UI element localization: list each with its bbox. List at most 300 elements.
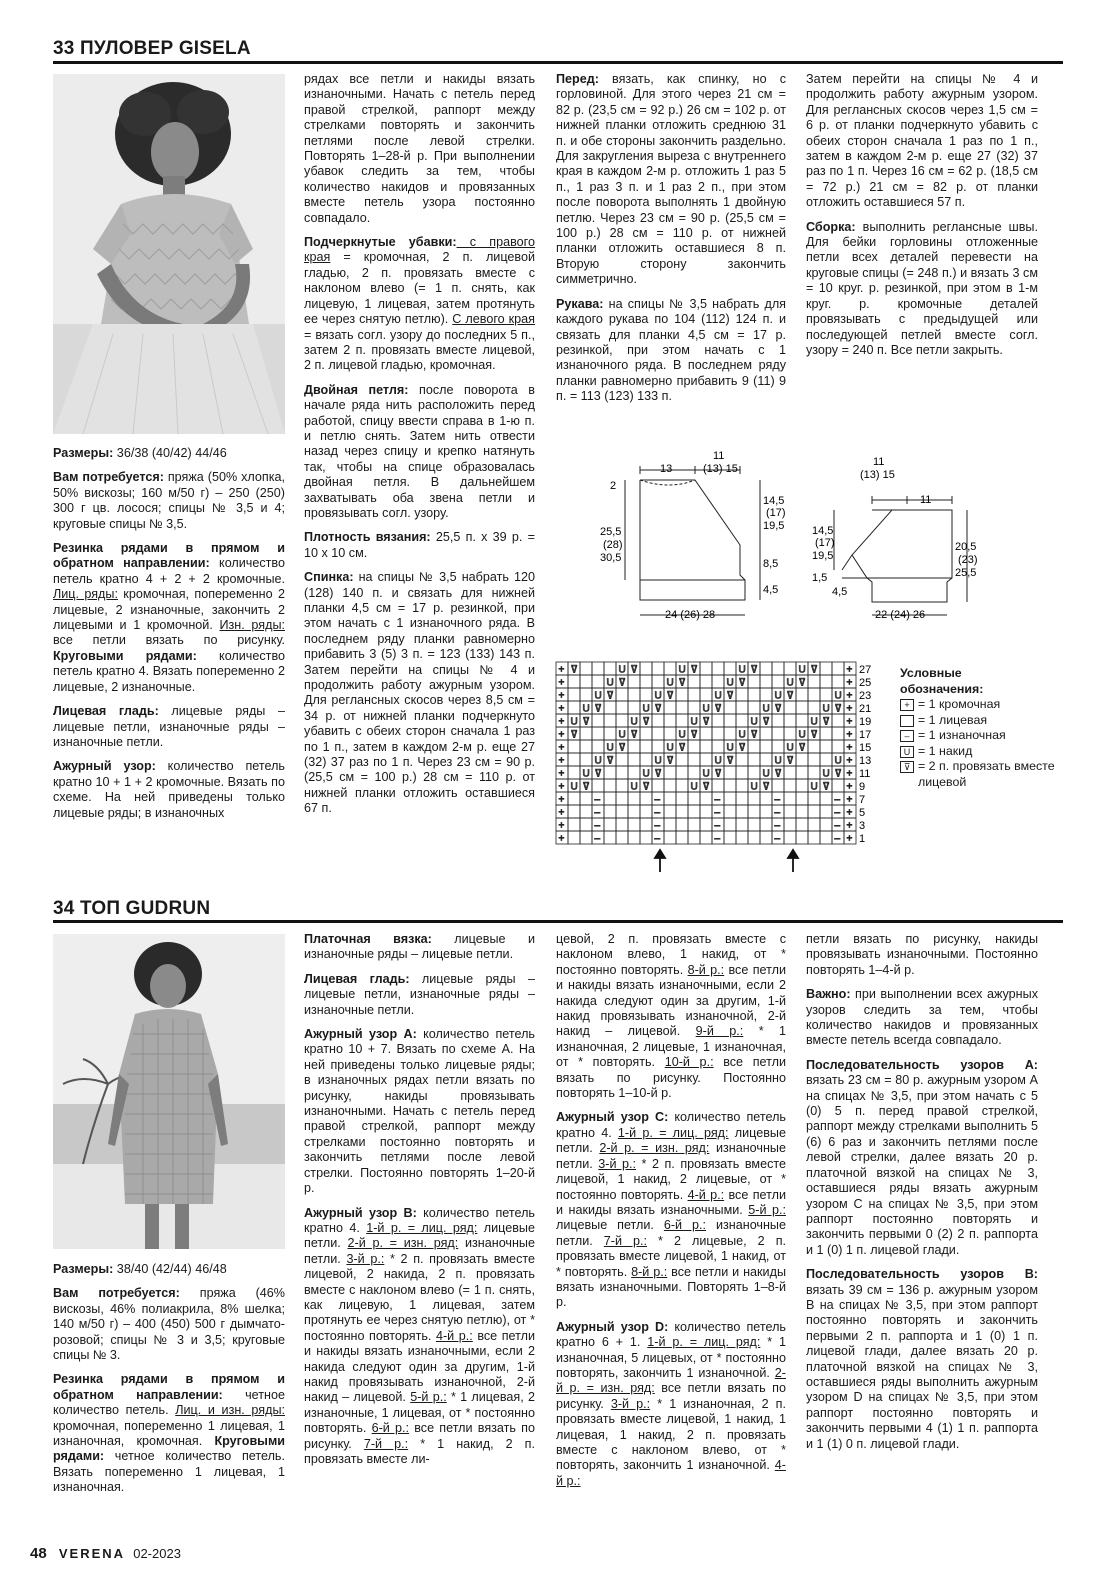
- chart-cell: [568, 818, 580, 831]
- chart-row-label: 21: [859, 703, 872, 715]
- chart-cell: [796, 805, 808, 818]
- dim-left-1: 14,5: [812, 525, 834, 537]
- chart-cell: [688, 831, 700, 844]
- chart-cell: [568, 740, 580, 753]
- chart-cell: [772, 727, 784, 740]
- chart-symbol: ⊽: [690, 664, 698, 676]
- purl-stitch-icon: –: [900, 730, 914, 742]
- chart-cell: [604, 701, 616, 714]
- chart-cell: [784, 727, 796, 740]
- chart-symbol: ⊽: [810, 664, 818, 676]
- chart-cell: [820, 740, 832, 753]
- chart-cell: [628, 805, 640, 818]
- chart-symbol: ⊽: [666, 755, 674, 767]
- chart-symbol: ⊽: [630, 729, 638, 741]
- chart-symbol: U: [582, 703, 590, 715]
- chart-cell: [808, 766, 820, 779]
- chart-cell: [724, 792, 736, 805]
- chart-cell: [820, 831, 832, 844]
- s33-column-2: [304, 72, 535, 826]
- chart-cell: [700, 662, 712, 675]
- chart-symbol: U: [666, 677, 674, 689]
- chart-cell: [676, 779, 688, 792]
- chart-symbol: U: [606, 677, 614, 689]
- chart-cell: [760, 727, 772, 740]
- chart-row-label: 19: [859, 716, 872, 728]
- chart-cell: [736, 701, 748, 714]
- chart-cell: [604, 831, 616, 844]
- chart-row-label: 9: [859, 781, 866, 793]
- chart-symbol: ⊽: [570, 664, 578, 676]
- chart-symbol: –: [654, 794, 661, 806]
- chart-cell: [832, 714, 844, 727]
- chart-cell: [664, 805, 676, 818]
- chart-cell: [616, 831, 628, 844]
- chart-cell: [820, 753, 832, 766]
- chart-cell: [700, 831, 712, 844]
- chart-symbol: ⊽: [594, 703, 602, 715]
- chart-cell: [568, 792, 580, 805]
- chart-cell: [688, 688, 700, 701]
- chart-cell: [568, 675, 580, 688]
- chart-cell: [700, 688, 712, 701]
- chart-symbol: ⊽: [798, 742, 806, 754]
- chart-cell: [664, 831, 676, 844]
- chart-cell: [676, 688, 688, 701]
- paragraph: Резинка рядами в прямом и обратном направлении: количество петель кратно 4 + 2 + 2 кромочные. Лиц. ряды: кромочная, попеременно 2 лицевые, 2 изнаночные, закончить 2 лицевыми и 1 кромочной. Изн. ряды: все петли вязать по рисунку. Круговыми рядами: количество петель кратно 4. Вязать попеременно 2 лицевые, 2 изнаночные.: [53, 541, 285, 694]
- chart-symbol: +: [558, 820, 565, 832]
- chart-symbol: ⊽: [690, 729, 698, 741]
- chart-cell: [820, 688, 832, 701]
- chart-cell: [808, 740, 820, 753]
- chart-symbol: U: [642, 703, 650, 715]
- chart-symbol: +: [846, 833, 853, 845]
- chart-cell: [640, 727, 652, 740]
- paragraph: Перед: вязать, как спинку, но с горловиной. Для этого через 21 см = 82 р. (23,5 см = 92 р.) 26 см = 102 р. от нижней планки отложить среднюю 31 п. и обе стороны закончить раздельно. Для закругления выреза с внутреннего края в каждом 2-м р. отложить 1 раз 5 п., 1 раз 3 п. и 1 раз 2 п., при этом после поворота выполнять 1 двойную петлю. Через 23 см = 90 р. (25,5 см = 100 р.) 28 см = 110 р. от нижней планки отложить оставшиеся 8 п. Вторую сторону закончить симметрично.: [556, 72, 786, 287]
- issue-number: 02-2023: [133, 1546, 181, 1561]
- chart-cell: [676, 766, 688, 779]
- chart-symbol: U: [726, 742, 734, 754]
- chart-cell: [724, 831, 736, 844]
- chart-cell: [736, 818, 748, 831]
- chart-cell: [808, 818, 820, 831]
- chart-cell: [640, 688, 652, 701]
- chart-cell: [820, 805, 832, 818]
- chart-cell: [580, 688, 592, 701]
- chart-cell: [724, 701, 736, 714]
- chart-symbol: ⊽: [582, 716, 590, 728]
- chart-cell: [580, 740, 592, 753]
- s33-column-4: [806, 72, 1038, 367]
- chart-cell: [580, 727, 592, 740]
- chart-symbol: +: [846, 768, 853, 780]
- chart-cell: [772, 740, 784, 753]
- chart-cell: [604, 805, 616, 818]
- chart-symbol: ⊽: [750, 729, 758, 741]
- chart-cell: [676, 818, 688, 831]
- dim-right-3: 25,5: [955, 567, 977, 579]
- chart-cell: [568, 701, 580, 714]
- chart-symbol: ⊽: [618, 677, 626, 689]
- chart-cell: [724, 714, 736, 727]
- chart-symbol: ⊽: [678, 742, 686, 754]
- legend-item: = 1 лицевая: [900, 713, 1058, 729]
- chart-cell: [676, 701, 688, 714]
- dim-left-2: (17): [815, 537, 835, 549]
- chart-cell: [748, 701, 760, 714]
- chart-cell: [568, 805, 580, 818]
- chart-cell: [736, 714, 748, 727]
- paragraph: Вам потребуется: пряжа (46% вискозы, 46% полиакрила, 8% шелка; 140 м/50 г) – 400 (450) 500 г дымчато-розовой; спицы № 3 и 3,5; круговые спицы № 3.: [53, 1286, 286, 1363]
- chart-symbol: U: [834, 755, 842, 767]
- chart-cell: [616, 818, 628, 831]
- knit-stitch-icon: [900, 715, 914, 727]
- chart-cell: [664, 727, 676, 740]
- chart-symbol: U: [630, 716, 638, 728]
- chart-symbol: +: [558, 794, 565, 806]
- chart-row-label: 17: [859, 729, 872, 741]
- chart-cell: [748, 805, 760, 818]
- section-rule: [53, 61, 1063, 64]
- chart-cell: [616, 766, 628, 779]
- model-photo-top: [53, 934, 285, 1249]
- chart-symbol: U: [594, 755, 602, 767]
- legend-title: Условные: [900, 666, 962, 680]
- dim-left-2: 2: [610, 480, 617, 492]
- chart-cell: [676, 753, 688, 766]
- chart-symbol: U: [702, 703, 710, 715]
- chart-row-label: 1: [859, 833, 866, 845]
- chart-cell: [652, 779, 664, 792]
- chart-cell: [580, 805, 592, 818]
- chart-symbol: U: [810, 781, 818, 793]
- chart-symbol: +: [846, 781, 853, 793]
- chart-row-label: 13: [859, 755, 872, 767]
- paragraph: петли вязать по рисунку, накиды провязывать изнаночными. Постоянно повторять 1–4-й р.: [806, 932, 1038, 977]
- chart-symbol: –: [774, 820, 781, 832]
- chart-cell: [676, 831, 688, 844]
- chart-cell: [700, 792, 712, 805]
- chart-symbol: U: [750, 716, 758, 728]
- chart-symbol: –: [774, 833, 781, 845]
- chart-cell: [748, 766, 760, 779]
- chart-cell: [712, 727, 724, 740]
- chart-cell: [820, 727, 832, 740]
- chart-cell: [784, 714, 796, 727]
- chart-cell: [664, 818, 676, 831]
- chart-symbol: ⊽: [606, 690, 614, 702]
- chart-symbol: ⊽: [726, 755, 734, 767]
- chart-cell: [628, 766, 640, 779]
- chart-cell: [580, 818, 592, 831]
- chart-cell: [724, 766, 736, 779]
- chart-symbol: +: [558, 690, 565, 702]
- chart-cell: [784, 766, 796, 779]
- chart-cell: [616, 688, 628, 701]
- chart-cell: [628, 675, 640, 688]
- chart-cell: [712, 714, 724, 727]
- chart-cell: [712, 662, 724, 675]
- chart-cell: [760, 831, 772, 844]
- chart-symbol: +: [558, 755, 565, 767]
- chart-cell: [784, 701, 796, 714]
- chart-symbol: ⊽: [738, 742, 746, 754]
- chart-cell: [604, 818, 616, 831]
- chart-cell: [652, 727, 664, 740]
- chart-symbol: U: [678, 729, 686, 741]
- paragraph: Размеры: 38/40 (42/44) 46/48: [53, 1262, 227, 1276]
- chart-symbol: U: [630, 781, 638, 793]
- s34-column-1: [53, 1262, 285, 1505]
- chart-symbol: ⊽: [678, 677, 686, 689]
- chart-cell: [652, 675, 664, 688]
- chart-symbol: +: [846, 755, 853, 767]
- chart-symbol: ⊽: [798, 677, 806, 689]
- dim-right-3: 19,5: [763, 520, 785, 532]
- dim-left-h1: 25,5: [600, 526, 622, 538]
- chart-cell: [616, 779, 628, 792]
- chart-symbol: ⊽: [654, 703, 662, 715]
- chart-symbol: U: [582, 768, 590, 780]
- chart-symbol: ⊽: [702, 716, 710, 728]
- chart-symbol: ⊽: [714, 768, 722, 780]
- chart-cell: [724, 662, 736, 675]
- chart-cell: [640, 792, 652, 805]
- chart-cell: [808, 675, 820, 688]
- chart-cell: [652, 740, 664, 753]
- chart-cell: [784, 831, 796, 844]
- chart-symbol: U: [678, 664, 686, 676]
- chart-cell: [772, 714, 784, 727]
- chart-symbol: +: [558, 677, 565, 689]
- chart-cell: [640, 675, 652, 688]
- legend-item: – = 1 изнаночная: [900, 728, 1058, 744]
- paragraph: Спинка: на спицы № 3,5 набрать 120 (128) 140 п. и связать для нижней планки 4,5 см = 17 р. резинкой, при этом начать с 1 изнаночного ряда. В последнем ряду планки равномерно прибавить 3 (5) 3 п. = 123 (133) 143 п. Затем перейти на спицы № 4 и продолжить работу ажурным узором. Для реглансных скосов через 8,5 см = 34 р. от нижней планки подчеркнуто убавить с обеих сторон сначала 1 раз по 1 п., затем в каждом 2-м р. еще 27 (32) 37 раз по 1 п. Через 23 см = 90 р. (25,5 см = 100 р.) 28 см = 110 р. от нижней планки отложить оставшиеся 67 п.: [304, 570, 535, 816]
- model-photo-pullover: [53, 74, 285, 434]
- chart-symbol: ⊽: [642, 716, 650, 728]
- dim-right-5: 4,5: [763, 584, 779, 596]
- chart-cell: [604, 766, 616, 779]
- dim-right-2: (23): [958, 554, 978, 566]
- chart-symbol: U: [606, 742, 614, 754]
- chart-cell: [796, 831, 808, 844]
- chart-cell: [832, 675, 844, 688]
- chart-cell: [664, 701, 676, 714]
- dim-left-5: 4,5: [832, 586, 848, 598]
- chart-cell: [748, 688, 760, 701]
- magazine-name: VERENA: [58, 1546, 126, 1561]
- chart-symbol: U: [798, 729, 806, 741]
- chart-cell: [736, 805, 748, 818]
- chart-row-label: 11: [859, 768, 871, 780]
- chart-cell: [592, 779, 604, 792]
- chart-cell: [568, 753, 580, 766]
- s33-column-3: [556, 72, 786, 414]
- chart-cell: [796, 766, 808, 779]
- paragraph: Последовательность узоров А: вязать 23 см = 80 р. ажурным узором А на спицах № 3,5, при этом начать с 5 (0) 5 п. перед правой стрелкой, раппорт между стрелками выполнить 5 (6) 6 раз и закончить петлями после левой стрелки, далее вязать 20 р. платочной вязкой на спицах № 3, оставшиеся ряды вязать ажурным узором С на спицах № 3,5, при этом раппорт постоянно повторять и закончить первыми 0 (2) 2 п. раппорта и 1 (0) 1 п. лицевой глади.: [806, 1057, 1038, 1257]
- dim-right-1: 14,5: [763, 495, 785, 507]
- chart-symbol: +: [846, 716, 853, 728]
- chart-cell: [640, 831, 652, 844]
- chart-symbol: U: [762, 703, 770, 715]
- chart-cell: [700, 740, 712, 753]
- chart-cell: [784, 662, 796, 675]
- chart-symbol: –: [654, 833, 661, 845]
- chart-cell: [736, 779, 748, 792]
- chart-cell: [820, 818, 832, 831]
- chart-cell: [760, 792, 772, 805]
- chart-cell: [604, 727, 616, 740]
- chart-symbol: +: [558, 781, 565, 793]
- chart-cell: [616, 714, 628, 727]
- paragraph: Затем перейти на спицы № 4 и продолжить работу ажурным узором. Для реглансных скосов через 1,5 см = 6 р. от планки подчеркнуто убавить с обеих сторон сначала 1 раз по 1 п., затем в каждом 2-м р. еще 27 (32) 37 раз по 1 п. Через 16 см = 62 р. (18,5 см = 72 р.) 21 см = 82 р. от планки отложить оставшиеся 57 п.: [806, 72, 1038, 210]
- chart-row-label: 7: [859, 794, 866, 806]
- chart-cell: [832, 740, 844, 753]
- chart-symbol: +: [846, 690, 853, 702]
- chart-symbol: –: [714, 794, 721, 806]
- chart-cell: [796, 753, 808, 766]
- chart-symbol: +: [558, 833, 565, 845]
- chart-symbol: ⊽: [726, 690, 734, 702]
- chart-cell: [664, 714, 676, 727]
- chart-cell: [604, 779, 616, 792]
- chart-cell: [664, 779, 676, 792]
- chart-cell: [616, 753, 628, 766]
- chart-cell: [712, 779, 724, 792]
- paragraph: Последовательность узоров В: вязать 39 см = 136 р. ажурным узором В на спицах № 3,5, при этом раппорт постоянно повторять и закончить первыми 2 п. раппорта и 1 (0) 1 п. лицевой глади, далее вязать 20 р. платочной вязкой на спицах № 3, оставшиеся ряды выполнить ажурным узором D на спицах № 3,5, при этом раппорт постоянно повторять и закончить первыми 4 (1) 1 п. раппорта и 1 (1) 0 п. лицевой глади.: [806, 1267, 1038, 1451]
- chart-cell: [796, 688, 808, 701]
- chart-symbol: –: [594, 794, 601, 806]
- chart-symbol: ⊽: [810, 729, 818, 741]
- chart-cell: [580, 675, 592, 688]
- chart-cell: [784, 792, 796, 805]
- chart-cell: [616, 701, 628, 714]
- chart-cell: [760, 740, 772, 753]
- chart-cell: [580, 662, 592, 675]
- chart-cell: [772, 675, 784, 688]
- chart-cell: [784, 779, 796, 792]
- chart-symbol: +: [846, 664, 853, 676]
- chart-symbol: ⊽: [702, 781, 710, 793]
- chart-symbol: U: [570, 781, 578, 793]
- chart-symbol: U: [714, 690, 722, 702]
- chart-symbol: ⊽: [714, 703, 722, 715]
- chart-symbol: +: [558, 716, 565, 728]
- chart-symbol: ⊽: [666, 690, 674, 702]
- chart-symbol: U: [774, 690, 782, 702]
- chart-cell: [808, 688, 820, 701]
- chart-cell: [568, 831, 580, 844]
- chart-legend: [900, 666, 1058, 790]
- chart-symbol: ⊽: [786, 755, 794, 767]
- chart-symbol: +: [558, 768, 565, 780]
- chart-symbol: +: [846, 820, 853, 832]
- chart-cell: [688, 701, 700, 714]
- chart-cell: [712, 675, 724, 688]
- chart-cell: [724, 779, 736, 792]
- dim-top-3: 11: [920, 494, 932, 506]
- chart-cell: [700, 805, 712, 818]
- section-rule: [53, 920, 1063, 923]
- chart-symbol: U: [690, 716, 698, 728]
- chart-symbol: U: [774, 755, 782, 767]
- s34-column-2: [304, 932, 535, 1476]
- chart-symbol: ⊽: [822, 781, 830, 793]
- s34-column-4: [806, 932, 1038, 1461]
- chart-cell: [688, 766, 700, 779]
- legend-title-2: обозначения:: [900, 681, 984, 696]
- chart-cell: [784, 805, 796, 818]
- chart-cell: [652, 662, 664, 675]
- k2tog-icon: ⊽: [900, 761, 914, 773]
- chart-symbol: ⊽: [774, 768, 782, 780]
- chart-row-label: 3: [859, 820, 866, 832]
- chart-cell: [664, 766, 676, 779]
- s34-column-3: [556, 932, 786, 1498]
- chart-cell: [568, 688, 580, 701]
- paragraph: Важно: при выполнении всех ажурных узоров следить за тем, чтобы количество накидов и провязанных вместе петель всегда совпадало.: [806, 987, 1038, 1048]
- chart-cell: [592, 714, 604, 727]
- chart-symbol: –: [834, 807, 841, 819]
- chart-cell: [676, 805, 688, 818]
- paragraph: Размеры: 36/38 (40/42) 44/46: [53, 446, 227, 460]
- paragraph: Сборка: выполнить реглансные швы. Для бейки горловины отложенные петли всех деталей перевести на круговые спицы (= 248 п.) и вязать 3 см = 10 круг. р. резинкой, при этом в 1-м круг. р. кромочные деталей провязывать с предыдущей или последующей петлей вместе согл. узору = 240 п. Все петли закрыть.: [806, 219, 1038, 357]
- chart-symbol: U: [786, 742, 794, 754]
- chart-cell: [736, 766, 748, 779]
- paragraph: Платочная вязка: лицевые и изнаночные ряды – лицевые петли.: [304, 932, 535, 962]
- chart-cell: [808, 753, 820, 766]
- chart-cell: [772, 662, 784, 675]
- dim-top-1: 11: [873, 456, 885, 468]
- legend-item: U = 1 накид: [900, 744, 1058, 760]
- dim-left-h2: (28): [603, 539, 623, 551]
- dim-left-4: 1,5: [812, 572, 828, 584]
- chart-cell: [748, 753, 760, 766]
- chart-cell: [664, 792, 676, 805]
- chart-cell: [820, 662, 832, 675]
- chart-cell: [592, 675, 604, 688]
- chart-cell: [796, 792, 808, 805]
- chart-cell: [748, 831, 760, 844]
- chart-symbol: –: [834, 833, 841, 845]
- dim-left-3: 19,5: [812, 550, 834, 562]
- chart-symbol: ⊽: [630, 664, 638, 676]
- chart-cell: [640, 662, 652, 675]
- chart-symbol: U: [822, 768, 830, 780]
- chart-cell: [760, 805, 772, 818]
- dim-right-1: 20,5: [955, 541, 977, 553]
- paragraph: Ажурный узор: количество петель кратно 10 + 1 + 2 кромочные. Вязать по схеме. На ней приведены только лицевые ряды; в изнаночных: [53, 759, 285, 820]
- chart-symbol: +: [558, 703, 565, 715]
- chart-cell: [736, 753, 748, 766]
- chart-symbol: U: [738, 729, 746, 741]
- chart-cell: [712, 740, 724, 753]
- body-schema-diagram: [600, 450, 800, 630]
- chart-symbol: +: [846, 677, 853, 689]
- page-number: 48: [30, 1545, 47, 1562]
- paragraph: Резинка рядами в прямом и обратном направлении: четное количество петель. Лиц. и изн. ряды: кромочная, попеременно 1 лицевая, 1 изнаночная, кромочная. Круговыми рядами: четное количество петель. Вязать попеременно 1 лицевая, 1 изнаночная.: [53, 1372, 285, 1495]
- s33-column-1: [53, 446, 285, 830]
- paragraph: Рукава: на спицы № 3,5 набрать для каждого рукава по 104 (112) 124 п. и связать для планки 4,5 см = 17 р. резинкой, при этом начать с 1 изнаночного ряда. В последнем ряду планки равномерно прибавить 9 (11) 9 п. = 113 (123) 133 п.: [556, 296, 786, 404]
- chart-symbol: –: [714, 820, 721, 832]
- chart-symbol: ⊽: [834, 768, 842, 780]
- legend-item: + = 1 кромочная: [900, 697, 1058, 713]
- chart-symbol: +: [558, 742, 565, 754]
- chart-cell: [796, 818, 808, 831]
- chart-symbol: +: [846, 729, 853, 741]
- chart-cell: [568, 766, 580, 779]
- chart-cell: [580, 753, 592, 766]
